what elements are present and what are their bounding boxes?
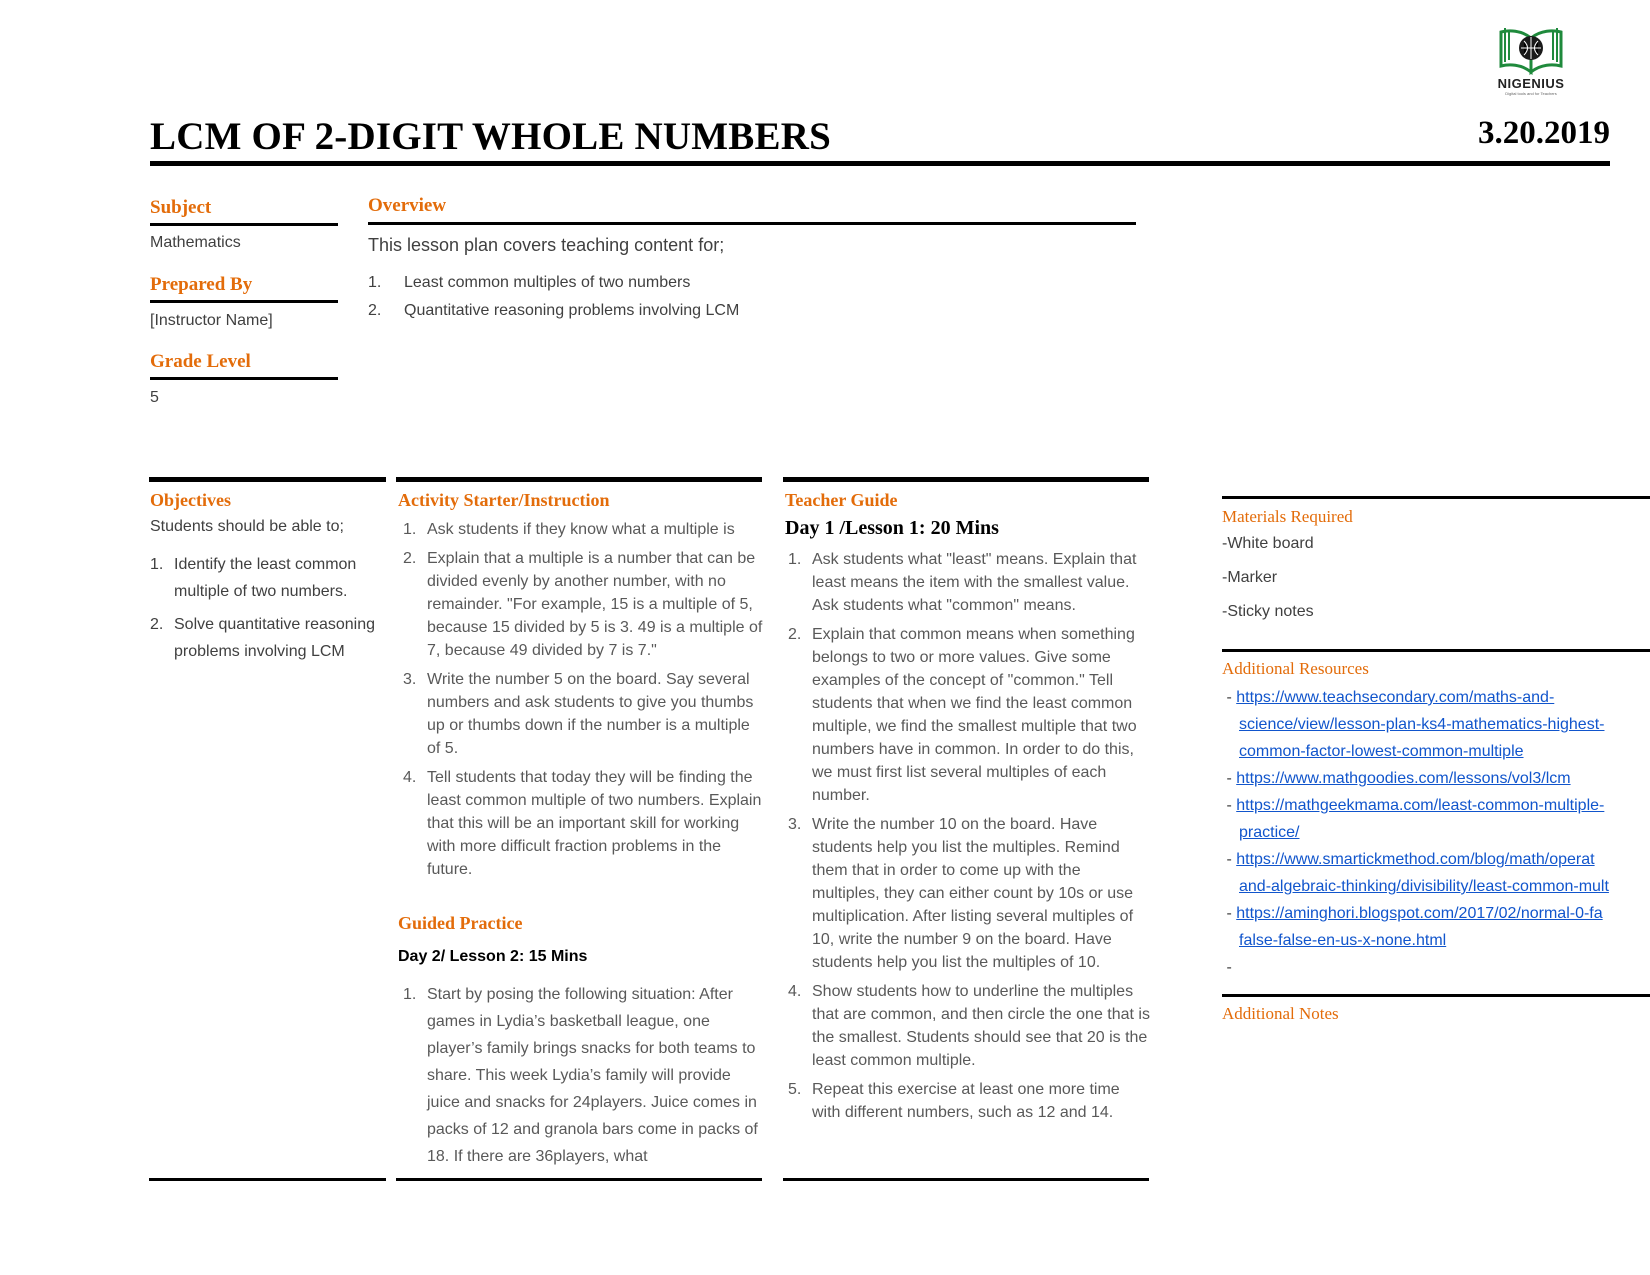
list-item-number: 3. [788, 816, 802, 833]
activity-label: Activity Starter/Instruction [398, 490, 610, 510]
prepared-by-rule [150, 300, 338, 303]
activity-top-rule [396, 477, 762, 482]
activity-list [403, 518, 765, 887]
resources-list [1222, 684, 1650, 981]
nigenius-logo [1476, 24, 1586, 102]
list-item [788, 813, 1152, 974]
overview-item-text: Quantitative reasoning problems involving LCM [404, 302, 740, 319]
overview-item-text: Least common multiples of two numbers [404, 274, 691, 291]
notes-label: Additional Notes [1222, 1004, 1339, 1023]
materials-item: -Sticky notes [1222, 603, 1314, 620]
title-rule [150, 161, 1610, 166]
overview-item-number: 2. [368, 302, 382, 319]
list-item-number: 2. [788, 626, 802, 643]
overview-item-number: 1. [368, 274, 382, 291]
teacher-guide-bottom-rule [783, 1178, 1149, 1181]
list-item-text: Start by posing the following situation: After games in Lydia’s basketball league, one player’s family brings snacks for both teams to share. This week Lydia’s family will provide juice and snacks for 24players. Juice comes in packs of 12 and granola bars come in packs of 18. If there are 36players, what [427, 986, 758, 1165]
materials-list [1222, 535, 1314, 637]
resource-link-line[interactable]: science/view/lesson-plan-ks4-mathematics-highest- [1239, 716, 1605, 733]
resource-link-line[interactable]: https://www.smartickmethod.com/blog/math/operat [1236, 851, 1595, 868]
resource-link-line[interactable]: common-factor-lowest-common-multiple [1239, 743, 1524, 760]
list-item-number: 1. [403, 521, 417, 538]
list-item-number: 1. [150, 556, 164, 573]
overview-item [368, 302, 1068, 324]
logo-tagline: Digital tools and for Teachers [1505, 91, 1557, 96]
resource-link-line[interactable]: practice/ [1239, 824, 1300, 841]
grade-level-label: Grade Level [150, 351, 251, 372]
resource-link-line[interactable]: https://www.teachsecondary.com/maths-and- [1236, 689, 1555, 706]
materials-top-rule [1222, 496, 1650, 499]
prepared-by-label: Prepared By [150, 274, 253, 295]
teacher-guide-top-rule [783, 477, 1149, 482]
resource-link[interactable]: - https://www.smartickmethod.com/blog/math/operat and-algebraic-thinking/divisibility/least-common-mult [1222, 851, 1609, 895]
list-item [788, 980, 1152, 1072]
list-item-text: Repeat this exercise at least one more time with different numbers, such as 12 and 14. [812, 1081, 1120, 1121]
page-title: LCM OF 2-DIGIT WHOLE NUMBERS [150, 115, 831, 158]
list-item-text: Ask students what "least" means. Explain that least means the item with the smallest value. Ask students what "common" means. [812, 551, 1137, 614]
list-item [150, 551, 380, 605]
list-item [403, 668, 765, 760]
resources-label: Additional Resources [1222, 659, 1369, 678]
materials-label: Materials Required [1222, 507, 1353, 526]
list-item-text: Explain that a multiple is a number that can be divided evenly by another number, with no remainder. "For example, 15 is a multiple of 5, because 15 divided by 5 is 3. 49 is a multiple of 7, because 49 divided by 7 is 7." [427, 550, 763, 659]
resource-link-line[interactable]: https://www.mathgoodies.com/lessons/vol3/lcm [1236, 770, 1571, 787]
resource-link-line[interactable]: and-algebraic-thinking/divisibility/least-common-mult [1239, 878, 1609, 895]
list-item [403, 547, 765, 662]
resource-link-line[interactable]: https://mathgeekmama.com/least-common-multiple- [1236, 797, 1605, 814]
resource-link[interactable]: - https://mathgeekmama.com/least-common-multiple- practice/ [1222, 797, 1605, 841]
grade-level-value: 5 [150, 389, 159, 406]
list-item-number: 1. [403, 986, 417, 1003]
teacher-guide-list [788, 548, 1152, 1130]
subject-rule [150, 223, 338, 226]
resource-trailing-dash: - [1226, 959, 1232, 976]
objectives-top-rule [149, 477, 386, 482]
resource-link[interactable]: - https://aminghori.blogspot.com/2017/02/normal-0-fa false-false-en-us-x-none.html [1222, 905, 1603, 949]
list-item [788, 548, 1152, 617]
overview-intro: This lesson plan covers teaching content for; [368, 235, 725, 255]
activity-bottom-rule [396, 1178, 762, 1181]
list-item-text: Tell students that today they will be finding the least common multiple of two numbers. Explain that this will be an important skill for working with more difficult fraction problems in the future. [427, 769, 762, 878]
guided-practice-list [403, 981, 765, 1166]
list-item [788, 1078, 1152, 1124]
guided-practice-subtitle: Day 2/ Lesson 2: 15 Mins [398, 948, 588, 965]
list-item-number: 1. [788, 551, 802, 568]
list-item [788, 623, 1152, 807]
list-item-text: Show students how to underline the multiples that are common, and then circle the one that is the smallest. Students should see that 20 is the least common multiple. [812, 983, 1150, 1069]
prepared-by-value: [Instructor Name] [150, 312, 273, 329]
list-item [403, 981, 765, 1166]
list-item-text: Write the number 5 on the board. Say several numbers and ask students to give you thumbs up or thumbs down if the number is a multiple of 5. [427, 671, 754, 757]
objectives-list [150, 551, 380, 671]
list-item-number: 3. [403, 671, 417, 688]
list-item [403, 766, 765, 881]
list-item-text: Explain that common means when something belongs to two or more values. Give some examples of the concept of "common." Tell students that when we find the least common multiple, we find the smallest multiple that two numbers have in common. In order to do this, we must first list several multiples of each number. [812, 626, 1137, 804]
list-item-number: 4. [403, 769, 417, 786]
overview-label: Overview [368, 195, 447, 216]
objectives-intro: Students should be able to; [150, 518, 344, 535]
list-item-number: 2. [150, 616, 164, 633]
lesson-date: 3.20.2019 [1478, 115, 1610, 151]
resource-trailing [1222, 954, 1650, 981]
grade-level-rule [150, 377, 338, 380]
notes-top-rule [1222, 994, 1650, 997]
list-item-text: Solve quantitative reasoning problems involving LCM [174, 616, 376, 660]
subject-value: Mathematics [150, 234, 241, 251]
list-item-number: 5. [788, 1081, 802, 1098]
materials-item: -White board [1222, 535, 1314, 552]
teacher-guide-subtitle: Day 1 /Lesson 1: 20 Mins [785, 517, 999, 539]
list-item-text: Write the number 10 on the board. Have students help you list the multiples. Remind them that in order to come up with the multiples, they can either count by 10s or use multiplication. After listing several multiples of 10, write the number 9 on the board. Have students help you list the multiples of 10. [812, 816, 1134, 971]
overview-rule [368, 222, 1136, 225]
subject-label: Subject [150, 197, 212, 218]
objectives-bottom-rule [149, 1178, 386, 1181]
resources-top-rule [1222, 649, 1650, 652]
list-item-number: 4. [788, 983, 802, 1000]
list-item-number: 2. [403, 550, 417, 567]
guided-practice-clip [403, 981, 765, 1166]
objectives-label: Objectives [150, 490, 231, 510]
list-item [150, 611, 380, 665]
guided-practice-label: Guided Practice [398, 913, 523, 933]
resource-link-line[interactable]: false-false-en-us-x-none.html [1239, 932, 1447, 949]
resource-link-line[interactable]: https://aminghori.blogspot.com/2017/02/normal-0-fa [1236, 905, 1603, 922]
book-globe-icon [1499, 24, 1563, 76]
list-item-text: Identify the least common multiple of two numbers. [174, 556, 357, 600]
teacher-guide-label: Teacher Guide [785, 490, 898, 510]
resource-link[interactable]: - https://www.teachsecondary.com/maths-and- science/view/lesson-plan-ks4-mathematics-highest- common-factor-lowest-common-multiple [1222, 689, 1605, 760]
overview-item [368, 274, 1068, 296]
list-item [403, 518, 765, 541]
materials-item: -Marker [1222, 569, 1278, 586]
list-item-text: Ask students if they know what a multiple is [427, 521, 735, 538]
logo-brand: NIGENIUS [1497, 76, 1565, 91]
resource-link[interactable]: - https://www.mathgoodies.com/lessons/vol3/lcm [1222, 770, 1571, 787]
